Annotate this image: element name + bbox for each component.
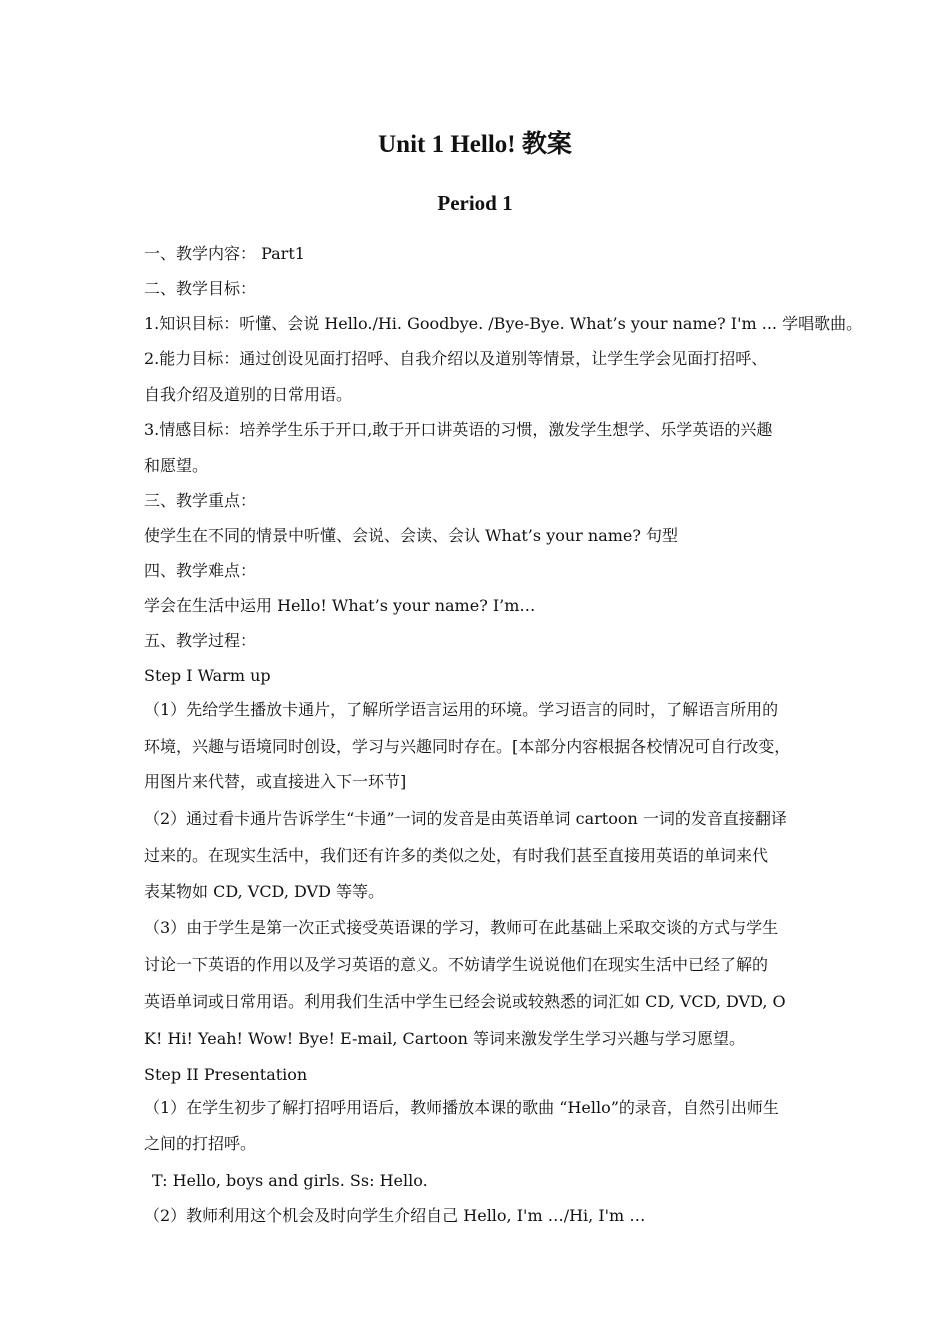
step-1-item-3-line-3: 英语单词或日常用语。利用我们生活中学生已经会说或较熟悉的词汇如 CD, VCD, DVD, O — [144, 992, 786, 1011]
step-1-item-1-line-2: 环境，兴趣与语境同时创设，学习与兴趣同时存在。[本部分内容根据各校情况可自行改变， — [144, 737, 791, 756]
difficulties-text: 学会在生活中运用 Hello! What’s your name? I’m… — [144, 596, 536, 615]
step-2-heading: Step II Presentation — [144, 1065, 308, 1084]
goal-emotion-line-2: 和愿望。 — [144, 456, 209, 475]
key-points-text: 使学生在不同的情景中听懂、会说、会读、会认 What’s your name? 句型 — [144, 526, 679, 545]
step-1-heading: Step I Warm up — [144, 666, 271, 685]
step-2-item-1-line-1: （1）在学生初步了解打招呼用语后，教师播放本课的歌曲 “Hello”的录音，自然引出师生 — [144, 1098, 779, 1117]
goal-knowledge: 1.知识目标：听懂、会说 Hello./Hi. Goodbye. /Bye-Bye. What’s your name? I'm ... 学唱歌曲。 — [144, 314, 863, 333]
dialogue-line: T: Hello, boys and girls. Ss: Hello. — [152, 1171, 428, 1190]
step-1-item-2-line-2: 过来的。在现实生活中，我们还有许多的类似之处，有时我们甚至直接用英语的单词来代 — [144, 846, 769, 865]
step-1-item-3-line-1: （3）由于学生是第一次正式接受英语课的学习，教师可在此基础上采取交谈的方式与学生 — [144, 918, 779, 937]
step-2-item-1-line-2: 之间的打招呼。 — [144, 1134, 257, 1153]
section-teaching-content: 一、教学内容： Part1 — [144, 244, 305, 263]
step-1-item-3-line-2: 讨论一下英语的作用以及学习英语的意义。不妨请学生说说他们在现实生活中已经了解的 — [144, 955, 769, 974]
section-teaching-process: 五、教学过程： — [144, 631, 257, 650]
goal-emotion-line-1: 3.情感目标：培养学生乐于开口,敢于开口讲英语的习惯，激发学生想学、乐学英语的兴趣 — [144, 420, 773, 439]
step-1-item-1-line-1: （1）先给学生播放卡通片，了解所学语言运用的环境。学习语言的同时，了解语言所用的 — [144, 700, 779, 719]
step-1-item-1-line-3: 用图片来代替，或直接进入下一环节] — [144, 772, 407, 791]
section-key-points: 三、教学重点： — [144, 491, 257, 510]
section-difficulties: 四、教学难点： — [144, 561, 257, 580]
step-1-item-2-line-1: （2）通过看卡通片告诉学生“卡通”一词的发音是由英语单词 cartoon 一词的发音直接翻译 — [144, 809, 787, 828]
section-teaching-goals: 二、教学目标： — [144, 279, 257, 298]
step-1-item-2-line-3: 表某物如 CD, VCD, DVD 等等。 — [144, 882, 385, 901]
step-2-item-2-line-1: （2）教师利用这个机会及时向学生介绍自己 Hello, I'm …/Hi, I'm … — [144, 1206, 646, 1225]
goal-ability-line-1: 2.能力目标：通过创设见面打招呼、自我介绍以及道别等情景，让学生学会见面打招呼、 — [144, 349, 768, 368]
document-title: Unit 1 Hello! 教案 — [378, 131, 572, 158]
step-1-item-3-line-4: K! Hi! Yeah! Wow! Bye! E-mail, Cartoon 等词来激发学生学习兴趣与学习愿望。 — [144, 1029, 746, 1048]
document-subtitle: Period 1 — [437, 191, 513, 215]
goal-ability-line-2: 自我介绍及道别的日常用语。 — [144, 385, 353, 404]
